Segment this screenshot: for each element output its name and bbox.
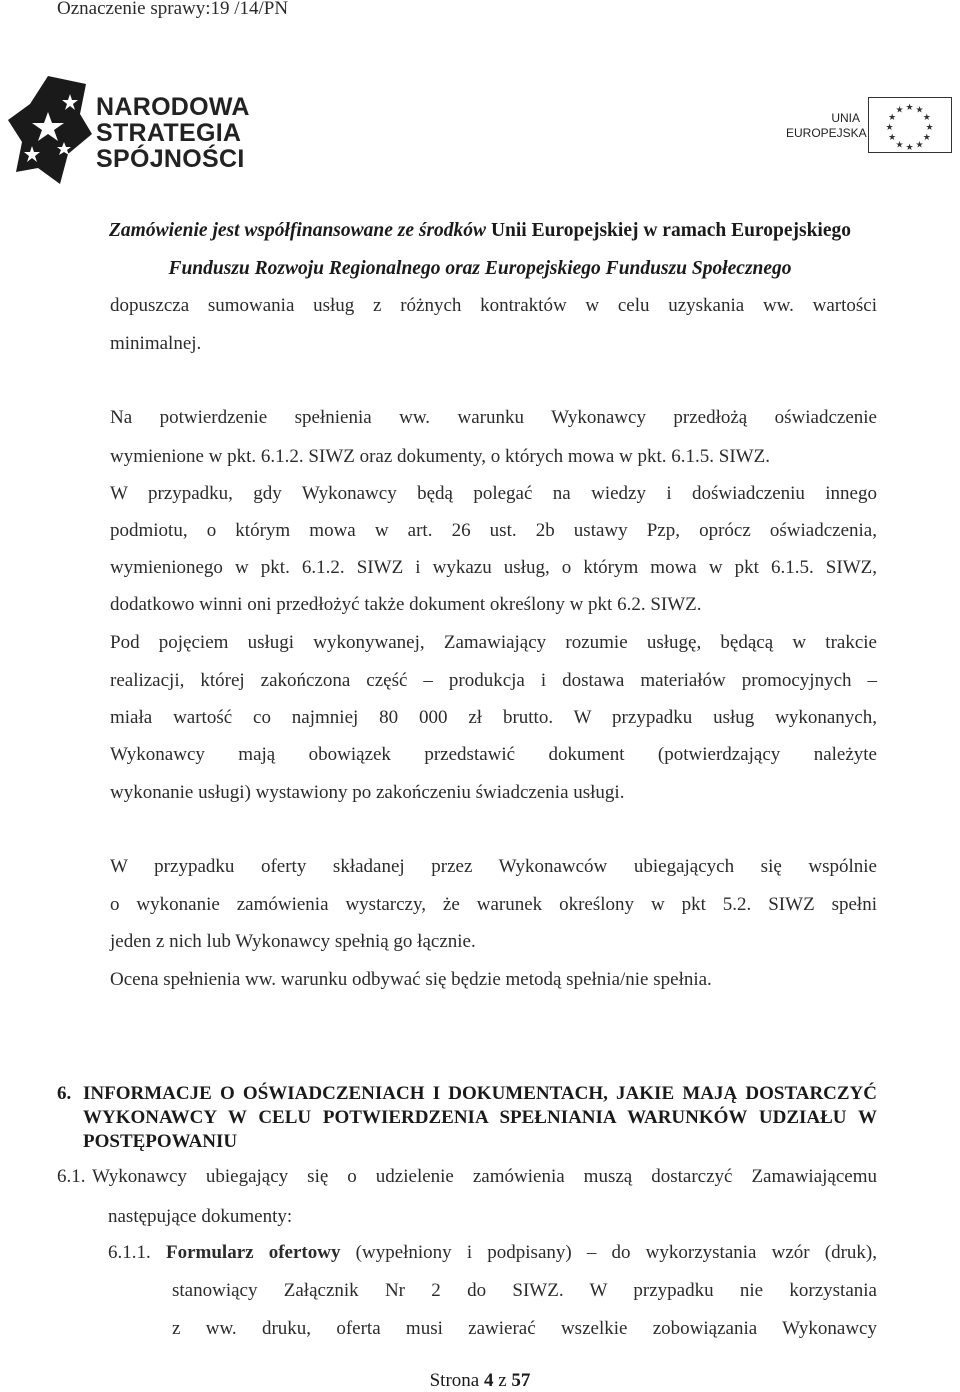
paragraph-2-line-4: podmiotu, o którym mowa w art. 26 ust. 2b ustawy Pzp, oprócz oświadczenia, — [110, 520, 877, 541]
svg-text:★: ★ — [922, 133, 931, 143]
paragraph-3-line-4: Wykonawcy mają obowiązek przedstawić dokument (potwierdzający należyte — [110, 744, 877, 765]
paragraph-3-line-5: wykonanie usługi) wystawiony po zakończeniu świadczenia usługi. — [110, 782, 625, 803]
paragraph-1-line-1: dopuszcza sumowania usług z różnych kontraktów w celu uzyskania ww. wartości — [110, 295, 877, 316]
svg-text:★: ★ — [915, 105, 924, 116]
section-number: 6. — [57, 1083, 72, 1104]
case-reference: Oznaczenie sprawy:19 /14/PN — [57, 0, 289, 19]
of-word: z — [498, 1370, 507, 1391]
svg-text:★: ★ — [922, 113, 931, 123]
formularz-ofertowy-bold: Formularz ofertowy — [166, 1242, 341, 1263]
eu-flag-icon — [868, 97, 952, 153]
paragraph-3-line-2: realizacji, której zakończona część – produkcja i dostawa materiałów promocyjnych – — [110, 670, 877, 691]
page-total: 57 — [511, 1370, 531, 1391]
ue-line-1: UNIA — [831, 111, 860, 125]
nss-line-1: NARODOWA — [96, 93, 250, 121]
paragraph-4-line-3: jeden z nich lub Wykonawcy spełnią go łącznie. — [110, 931, 476, 952]
svg-text:★: ★ — [895, 105, 904, 116]
paragraph-2-line-1: Na potwierdzenie spełnienia ww. warunku Wykonawcy przedłożą oświadczenie — [110, 407, 877, 428]
svg-text:★: ★ — [905, 103, 914, 113]
svg-text:★: ★ — [925, 123, 934, 133]
paragraph-4-line-1: W przypadku oferty składanej przez Wykonawców ubiegających się wspólnie — [110, 856, 877, 877]
ue-line-2: EUROPEJSKA — [786, 126, 867, 140]
paragraph-2-line-2: wymienione w pkt. 6.1.2. SIWZ oraz dokumenty, o których mowa w pkt. 6.1.5. SIWZ. — [110, 446, 770, 467]
item-6-1-1-line-1-rest: (wypełniony i podpisany) – do wykorzystania wzór (druk), — [355, 1242, 877, 1263]
cofinancing-line-1 — [0, 220, 960, 242]
page-footer — [0, 1370, 960, 1392]
narodowa-strategia-spojnosci-logo — [8, 76, 388, 186]
section-title: INFORMACJE O OŚWIADCZENIACH I DOKUMENTACH, JAKIE MAJĄ DOSTARCZYĆ WYKONAWCY W CELU POTWIERDZENIA SPEŁNIANIA WARUNKÓW UDZIAŁU W POSTĘPOWANIU — [83, 1083, 877, 1152]
nss-line-2: STRATEGIA SPÓJNOŚCI — [96, 119, 245, 173]
item-6-1-1-line-2: stanowiący Załącznik Nr 2 do SIWZ. W przypadku nie korzystania — [172, 1280, 877, 1301]
paragraph-2-line-3: W przypadku, gdy Wykonawcy będą polegać na wiedzy i doświadczeniu innego — [110, 483, 877, 504]
cofinancing-plain: Unii Europejskiej w ramach Europejskiego — [490, 220, 851, 241]
svg-text:★: ★ — [885, 123, 894, 133]
page-word: Strona — [429, 1370, 480, 1391]
item-6-1-line-2: następujące dokumenty: — [108, 1206, 293, 1227]
item-6-1-1-number: 6.1.1. — [108, 1242, 151, 1263]
paragraph-3-line-3: miała wartość co najmniej 80 000 zł brutto. W przypadku usług wykonanych, — [110, 707, 877, 728]
nss-star-emblem-icon — [8, 76, 92, 186]
paragraph-3-line-1: Pod pojęciem usługi wykonywanej, Zamawiający rozumie usługę, będącą w trakcie — [110, 632, 877, 653]
paragraph-5-line-1: Ocena spełnienia ww. warunku odbywać się będzie metodą spełnia/nie spełnia. — [110, 969, 712, 990]
unia-europejska-logo — [786, 97, 956, 157]
svg-text:★: ★ — [888, 113, 897, 123]
svg-text:★: ★ — [915, 140, 924, 151]
item-6-1-1-line-1 — [166, 1242, 877, 1264]
item-6-1-1-line-3: z ww. druku, oferta musi zawierać wszelkie zobowiązania Wykonawcy — [172, 1318, 877, 1339]
page-number: 4 — [483, 1370, 494, 1391]
paragraph-2-line-5: wymienionego w pkt. 6.1.2. SIWZ i wykazu usług, o którym mowa w pkt 6.1.5. SIWZ, — [110, 557, 877, 578]
svg-text:★: ★ — [895, 140, 904, 151]
item-6-1-number: 6.1. — [57, 1166, 86, 1187]
svg-text:★: ★ — [888, 133, 897, 143]
paragraph-4-line-2: o wykonanie zamówienia wystarczy, że warunek określony w pkt 5.2. SIWZ spełni — [110, 894, 877, 915]
paragraph-1-line-2: minimalnej. — [110, 333, 202, 354]
item-6-1-line-1: Wykonawcy ubiegający się o udzielenie zamówienia muszą dostarczyć Zamawiającemu — [92, 1166, 877, 1187]
svg-text:★: ★ — [905, 143, 914, 151]
paragraph-2-line-6: dodatkowo winni oni przedłożyć także dokument określony w pkt 6.2. SIWZ. — [110, 594, 702, 615]
cofinancing-italic: Zamówienie jest współfinansowane ze środków — [109, 220, 487, 241]
cofinancing-line-2: Funduszu Rozwoju Regionalnego oraz Europejskiego Funduszu Społecznego — [168, 258, 792, 279]
